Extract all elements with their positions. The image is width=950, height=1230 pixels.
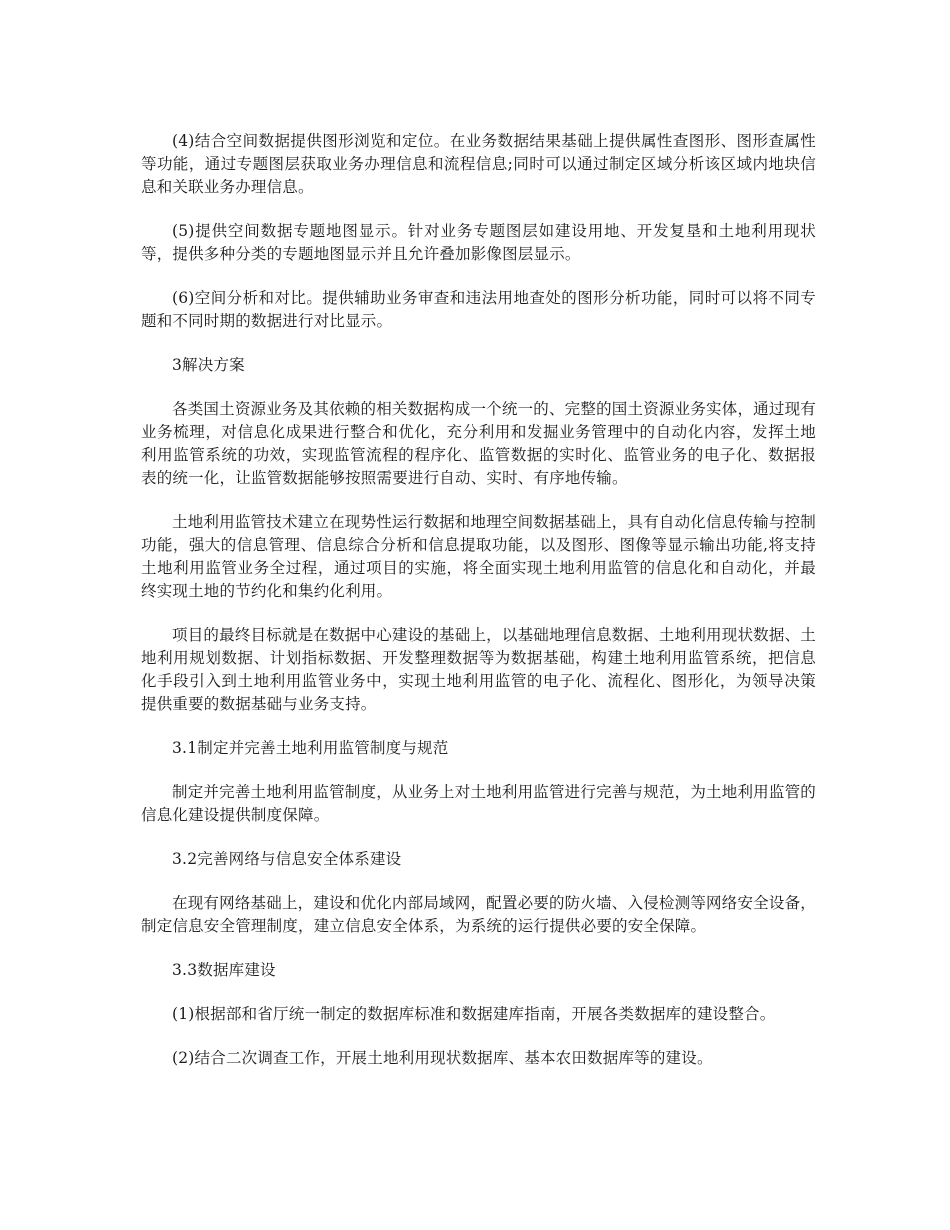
section-heading-3-3: 3.3数据库建设 [172,961,276,979]
section-heading-3-2: 3.2完善网络与信息安全体系建设 [172,850,402,868]
document-body [141,130,816,1091]
paragraph-second-survey: (2)结合二次调查工作，开展土地利用现状数据库、基本农田数据库等的建设。 [172,1049,713,1067]
paragraph-database-standard: (1)根据部和省厅统一制定的数据库标准和数据建库指南，开展各类数据库的建设整合。 [172,1005,776,1023]
paragraph-project-goal: 项目的最终目标就是在数据中心建设的基础上，以基础地理信息数据、土地利用现状数据、土地利用规划数据、计划指标数据、开发整理数据等为数据基础，构建土地利用监管系统，把信息化手段引入到土地利用监管业务中，实现土地利用监管的电子化、流程化、图形化，为领导决策提供重要的数据基础与业务支持。 [141,626,816,713]
section-heading-solution: 3解决方案 [172,356,245,374]
paragraph-supervision-technology: 土地利用监管技术建立在现势性运行数据和地理空间数据基础上，具有自动化信息传输与控制功能，强大的信息管理、信息综合分析和信息提取功能，以及图形、图像等显示输出功能,将支持土地利用监管业务全过程，通过项目的实施，将全面实现土地利用监管的信息化和自动化，并最终实现土地的节约化和集约化利用。 [141,513,816,600]
paragraph-thematic-map: (5)提供空间数据专题地图显示。针对业务专题图层如建设用地、开发复垦和土地利用现状等，提供多种分类的专题地图显示并且允许叠加影像图层显示。 [141,222,816,263]
paragraph-spatial-analysis: (6)空间分析和对比。提供辅助业务审查和违法用地查处的图形分析功能，同时可以将不同专题和不同时期的数据进行对比显示。 [141,289,816,330]
paragraph-business-entity: 各类国土资源业务及其依赖的相关数据构成一个统一的、完整的国土资源业务实体，通过现有业务梳理，对信息化成果进行整合和优化，充分利用和发掘业务管理中的自动化内容，发挥土地利用监管系统的功效，实现监管流程的程序化、监管数据的实时化、监管业务的电子化、数据报表的统一化，让监管数据能够按照需要进行自动、实时、有序地传输。 [141,400,816,487]
paragraph-network-security: 在现有网络基础上，建设和优化内部局域网，配置必要的防火墙、入侵检测等网络安全设备，制定信息安全管理制度，建立信息安全体系，为系统的运行提供必要的安全保障。 [141,894,816,935]
paragraph-graphic-browse: (4)结合空间数据提供图形浏览和定位。在业务数据结果基础上提供属性查图形、图形查属性等功能，通过专题图层获取业务办理信息和流程信息;同时可以通过制定区域分析该区域内地块信息和关联业务办理信息。 [141,132,816,196]
section-heading-3-1: 3.1制定并完善土地利用监管制度与规范 [172,739,449,757]
paragraph-regulation: 制定并完善土地利用监管制度，从业务上对土地利用监管进行完善与规范，为土地利用监管的信息化建设提供制度保障。 [141,783,816,824]
